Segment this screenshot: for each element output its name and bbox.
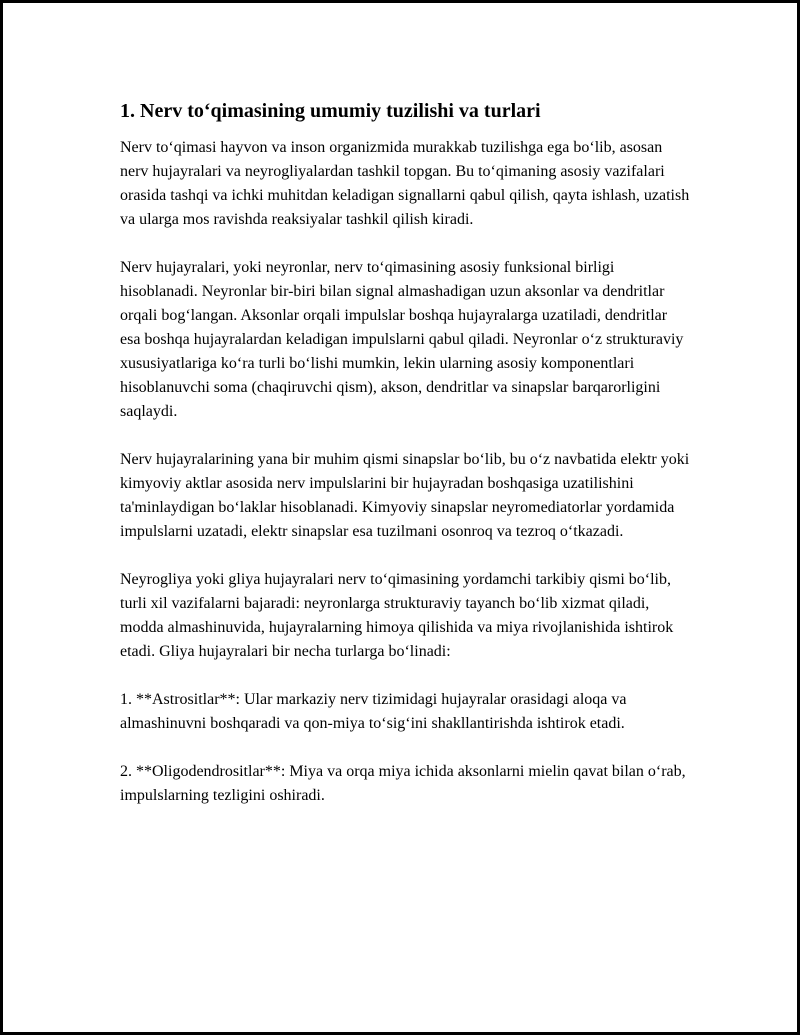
paragraph-neurons: Nerv hujayralari, yoki neyronlar, nerv to‘qimasining asosiy funksional birligi hisoblanadi. Neyronlar bir-biri bilan signal almashadigan uzun aksonlar va dendritlar orqali bog‘langan. Aksonlar orqali impulslar boshqa hujayralarga uzatiladi, dendritlar esa boshqa hujayralardan keladigan impulslarni qabul qiladi. Neyronlar o‘z strukturaviy xususiyatlariga ko‘ra turli bo‘lishi mumkin, lekin ularning asosiy komponentlari hisoblanuvchi soma (chaqiruvchi qism), akson, dendritlar va sinapslar barqarorligini saqlaydi. — [120, 259, 684, 420]
section-heading: 1. Nerv to‘qimasining umumiy tuzilishi va turlari — [120, 100, 541, 122]
paragraph-synapses: Nerv hujayralarining yana bir muhim qismi sinapslar bo‘lib, bu o‘z navbatida elektr yoki kimyoviy aktlar asosida nerv impulslarini bir hujayradan boshqasiga uzatilishini ta'minlaydigan bo‘laklar hisoblanadi. Kimyoviy sinapslar neyromediatorlar yordamida impulslarni uzatadi, elektr sinapslar esa tuzilmani osonroq va tezroq o‘tkazadi. — [120, 451, 690, 540]
list-item-oligodendrocytes: 2. **Oligodendrositlar**: Miya va orqa miya ichida aksonlarni mielin qavat bilan o‘rab, impulslarning tezligini oshiradi. — [120, 763, 686, 804]
list-item-astrocytes: 1. **Astrositlar**: Ular markaziy nerv tizimidagi hujayralar orasidagi aloqa va almashinuvni boshqaradi va qon-miya to‘sig‘ini shakllantirishda ishtirok etadi. — [120, 691, 627, 732]
document-body — [120, 98, 690, 832]
paragraph-intro: Nerv to‘qimasi hayvon va inson organizmida murakkab tuzilishga ega bo‘lib, asosan nerv hujayralari va neyrogliyalardan tashkil topgan. Bu to‘qimaning asosiy vazifalari orasida tashqi va ichki muhitdan keladigan signallarni qabul qilish, qayta ishlash, uzatish va ularga mos ravishda reaksiyalar tashkil qilish kiradi. — [120, 139, 690, 228]
paragraph-neuroglia: Neyrogliya yoki gliya hujayralari nerv to‘qimasining yordamchi tarkibiy qismi bo‘lib, turli xil vazifalarni bajaradi: neyronlarga strukturaviy tayanch bo‘lib xizmat qiladi, modda almashinuvida, hujayralarning himoya qilishida va miya rivojlanishida ishtirok etadi. Gliya hujayralari bir necha turlarga bo‘linadi: — [120, 571, 674, 660]
